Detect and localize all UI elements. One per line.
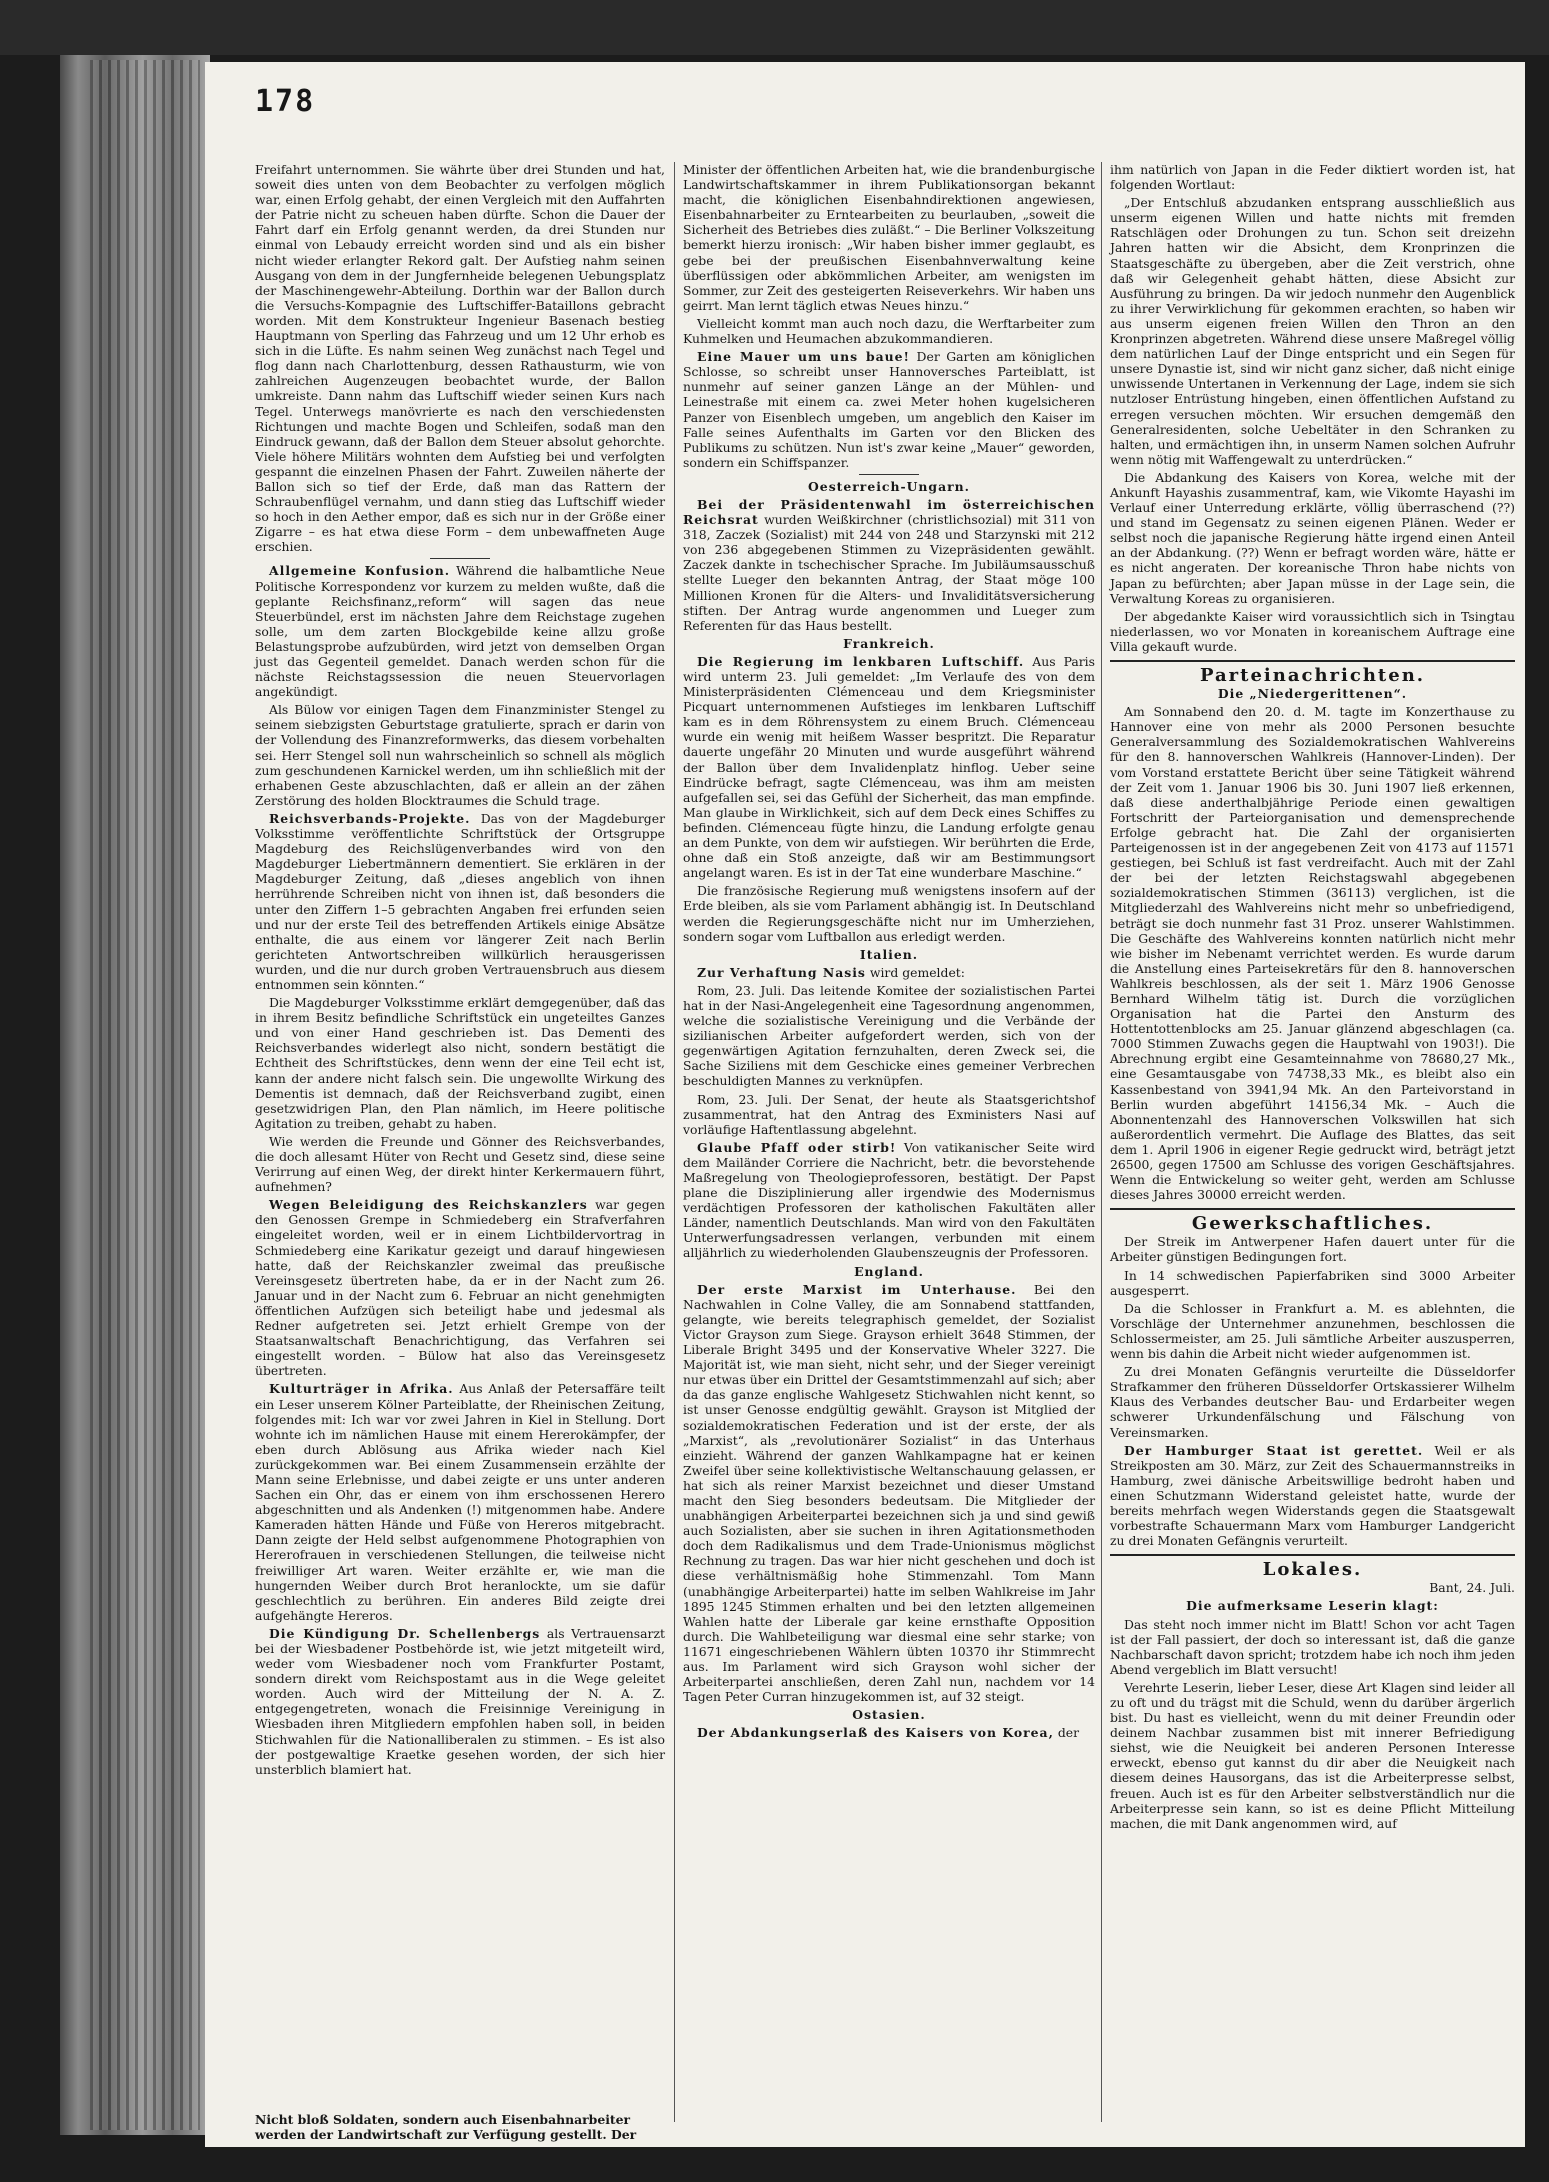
article-text: wurden Weißkirchner (christlichsozial) mit 311 von 318, Zaczek (Sozialist) mit 244 von 248 und Starzynski mit 212 von 236 abgegebenen Stimmen zu Vizepräsidenten gewählt. Zaczek dankte in tschechischer Sprache. Im Jubiläumsausschuß stellte Lueger den bekannten Antrag, der Staat möge 100 Millionen Kronen für die Alters- und Invaliditätsversicherung stiften. Der Antrag wurde angenommen und Lueger zum Referenten für das Haus bestellt. [683, 512, 1095, 633]
column-divider [674, 162, 675, 2122]
column-divider [1101, 162, 1102, 2122]
article-text: Die Abdankung des Kaisers von Korea, welche mit der Ankunft Hayashis zusammentraf, kam, wie Vikomte Hayashi im Verlauf einer Unterredung erklärte, völlig überraschend (??) und stand im Gegensatz zu seinen eigenen Plänen. Weder er selbst noch die japanische Regierung hätte irgend einen Anteil an der Abdankung. (??) Wenn er befragt worden wäre, hätte er es nicht angeraten. Der koreanische Thron habe nichts von Japan zu befürchten; aber Japan müsse in der Lage sein, die Verwaltung Koreas zu organisieren. [1110, 469, 1515, 606]
column-left [255, 162, 665, 1780]
dateline: Bant, 24. Juli. [1429, 1580, 1515, 1596]
article-headline: Glaube Pfaff oder stirb! [697, 1139, 897, 1155]
section-title: Parteinachrichten. [1199, 665, 1426, 686]
article [255, 811, 665, 992]
book-binding-edge [90, 60, 200, 2130]
section-title: Lokales. [1262, 1559, 1363, 1581]
article-headline: Wegen Beleidigung des Reichskanzlers [269, 1197, 588, 1213]
section-title: England. [854, 1263, 924, 1279]
article-text: Am Sonnabend den 20. d. M. tagte im Konzerthause zu Hannover eine von mehr als 2000 Personen besuchte Generalversammlung des Sozialdemokratischen Wahlvereins für den 8. hannoverschen Wahlkreis (Hannover-Linden). Der vom Vorstand erstattete Bericht über seine Tätigkeit während der Zeit vom 1. Januar 1906 bis 30. Juni 1907 ließ erkennen, daß diese anderthalbjährige Periode einen gewaltigen Fortschritt der Parteiorganisation und demensprechende Erfolge gebracht hat. Die Zahl der organisierten Parteigenossen ist in der angegebenen Zeit von 4173 auf 11571 gestiegen, bei Schluß ist fast verdreifacht. Auch mit der Zahl der bei der letzten Reichstagswahl abgegebenen sozialdemokratischen Stimmen (36113) verglichen, ist die Mitgliederzahl des Wahlvereins nicht mehr so unbefriedigend, beträgt sie doch nunmehr fast 31 Proz. unserer Wahlstimmen. Die Geschäfte des Wahlvereins konnten natürlich nicht mehr wie bisher im Nebenamt verrichtet werden. Es wurde darum die Anstellung eines Parteisekretärs für den 8. hannoverschen Wahlkreis beschlossen, als der seit 1. März 1906 Genosse Bernhard Wilhelm tätig ist. Durch die vorzüglichen Organisation hat die Partei den Ansturm des Hottentottenblocks am 25. Januar glänzend abgeschlagen (ca. 7000 Stimmen Zuwachs gegen die Hauptwahl von 1903!). Die Abrechnung ergibt eine Gesamteinnahme von 78680,27 Mk., eine Gesamtausgabe von 74738,33 Mk., es bleibt also ein Kassenbestand von 3941,94 Mk. An den Parteivorstand in Berlin wurden abgeführt 14156,34 Mk. – Auch die Abonnentenzahl des Hannoverschen Volkswillen hat sich außerordentlich vermehrt. Die Auflage des Blattes, das seit dem 1. April 1906 in eigener Regie gedruckt wird, beträgt jetzt 26500, gegen 17500 am Schlusse des vorigen Geschäftsjahres. Wenn die Entwickelung so weiter geht, werden am Schlusse dieses Jahres 30000 erreicht werden. [1110, 704, 1515, 1203]
section-title: Oesterreich-Ungarn. [808, 478, 970, 494]
article-headline: Die Regierung im lenkbaren Luftschiff. [697, 653, 1025, 669]
article-text: war gegen den Genossen Grempe in Schmiedeberg ein Strafverfahren eingeleitet worden, weil er in einem Lichtbildervortrag in Schmiedeberg eine Karikatur gezeigt und darauf hingewiesen hatte, daß der Reichskanzler zweimal das preußische Vereinsgesetz übertreten habe, da er in der Nacht zum 26. Januar und in der Nacht zum 6. Februar an nicht genehmigten öffentlichen Aufzügen sich beteiligt habe und jedesmal als Redner aufgetreten sei. Jetzt erhielt Grempe von der Staatsanwaltschaft Benachrichtigung, das Verfahren sei eingestellt worden. – Bülow hat also das Vereinsgesetz übertreten. [255, 1197, 665, 1379]
article-text: als Vertrauensarzt bei der Wiesbadener Postbehörde ist, wie jetzt mitgeteilt wird, weder vom Wiesbadener noch vom Frankfurter Postamt, sondern direkt vom Reichspostamt aus in die Wege geleitet worden. Auch wird der Mitteilung der N. A. Z. entgegengetreten, wonach die Freisinnige Vereinigung in Wiesbaden ihren Mitgliedern empfohlen haben soll, in beiden Stichwahlen für die Nationalliberalen zu stimmen. – Es ist also der postgewaltige Kraetke gesehen worden, der sich hier unsterblich blamiert hat. [255, 1625, 665, 1777]
article [255, 1197, 665, 1378]
page-number: 178 [255, 84, 316, 119]
divider [430, 558, 490, 559]
article-text: Freifahrt unternommen. Sie währte über drei Stunden und hat, soweit dies unten von dem Beobachter zu verfolgen möglich war, einen Erfolg gehabt, der einen Vergleich mit den Auffahrten der Patrie nicht zu scheuen haben dürfte. Schon die Dauer der Fahrt darf ein Erfolg genannt werden, da drei Stunden nur einmal von Lebaudy erreicht worden sind und als ein bisher nicht wieder erlangter Rekord galt. Der Aufstieg nahm seinen Ausgang von dem in der Jungfernheide belegenen Uebungsplatz der Maschinengewehr-Abteilung. Dorthin war der Ballon durch die Versuchs-Kompagnie des Luftschiffer-Bataillons gebracht worden. Mit dem Konstrukteur Ingenieur Basenach bestieg Hauptmann von Sperling das Fahrzeug und um 12 Uhr erhob es sich in die Lüfte. Es nahm seinen Weg zunächst nach Tegel und flog dann nach Charlottenburg, dessen Rathausturm, wie von zahlreichen Augenzeugen beobachtet wurde, der Ballon umkreiste. Dann nahm das Luftschiff wieder seinen Kurs nach Tegel. Unterwegs manövrierte es nach den verschiedensten Richtungen und machte Bogen und Schleifen, sodaß man den Eindruck gewann, daß der Ballon dem Steuer absolut gehorchte. Viele höhere Militärs wohnten dem Aufstieg bei und verfolgten gespannt die einzelnen Phasen der Fahrt. Zuweilen näherte der Ballon sich so tief der Erde, daß man das Rattern der Schraubenflügel vernahm, und dann stieg das Luftschiff wieder so hoch in den Aether empor, daß es sich nur in der Größe einer Zigarre – es hat etwa diese Form – dem unbewaffneten Auge erschien. [255, 162, 665, 555]
article-headline: Der erste Marxist im Unterhause. [697, 1281, 1017, 1297]
article-text: Der Streik im Antwerpener Hafen dauert unter für die Arbeiter günstigen Bedingungen fort. [1110, 1234, 1515, 1265]
article-text: In 14 schwedischen Papierfabriken sind 3000 Arbeiter ausgesperrt. [1110, 1267, 1515, 1298]
article-text: Aus Anlaß der Petersaffäre teilt ein Leser unserem Kölner Parteiblatte, der Rheinischen Zeitung, folgendes mit: Ich war vor zwei Jahren in Kiel in Stellung. Dort wohnte ich im nämlichen Hause mit einem Hererokämpfer, der eben durch Ablösung aus Afrika wieder nach Kiel zurückgekommen war. Bei einem Zusammensein erzählte der Mann seine Erlebnisse, und dabei zeigte er uns unter anderen Sachen ein Ohr, das er einem von ihm erschossenen Herero abgeschnitten und als Andenken (!) mitgenommen habe. Andere Kameraden hätten Hände und Füße von Hereros mitgebracht. Dann zeigte der Held selbst aufgenommene Photographien von Hererofrauen in verschiedenen Stellungen, die teilweise nicht freiwilliger Art waren. Weiter erzählte er, wie man die hungernden Weiber durch Brot heranlockte, um sie dafür geschlechtlich zu berühren. Ein anderes Bild zeigte drei aufgehängte Hereros. [255, 1381, 665, 1623]
article-text: Bei den Nachwahlen in Colne Valley, die am Sonnabend stattfanden, gelangte, wie bereits telegraphisch gemeldet, der Sozialist Victor Grayson zum Siege. Grayson erhielt 3648 Stimmen, der Liberale Bright 3495 und der Konservative Wheler 3227. Die Majorität ist, wie man sieht, nicht sehr, und der Sieger vereinigt nur etwas über ein Drittel der Gesamtstimmenzahl auf sich; aber da das ganze englische Wahlgesetz Stichwahlen nicht kennt, so ist unser Genosse endgültig gewählt. Grayson ist Mitglied der sozialdemokratischen Federation und ist der erste, der als „Marxist“, als „revolutionärer Sozialist“ in das Unterhaus einzieht. Während der ganzen Wahlkampagne hat er keinen Zweifel über seine kollektivistische Weltanschauung gelassen, er hat sich als reiner Marxist bezeichnet und dieser Umstand macht den Sieg besonders bedeutsam. Die Mitglieder der unabhängigen Arbeiterpartei bezeichnen sich ja und sind gewiß auch Sozialisten, aber sie suchen in ihren Agitationsmethoden doch dem Radikalismus und dem Trade-Unionismus möglichst Rechnung zu tragen. Das war hier nicht geschehen und doch ist diese verhältnismäßig hohe Stimmenzahl. Tom Mann (unabhängige Arbeiterpartei) hatte im selben Wahlkreise im Jahr 1895 1245 Stimmen erhalten und bei den letzten allgemeinen Wahlen hatte der Liberale gar keine ernsthafte Opposition durch. Die Wahlbeteiligung war diesmal eine sehr starke; von 11671 eingeschriebenen Wählern übten 10370 ihr Stimmrecht aus. Im Parlament wird sich Grayson wohl sicher der Arbeiterpartei anschließen, deren Zahl nun, nachdem vor 14 Tagen Peter Curran hinzugekommen ist, auf 32 steigt. [683, 1281, 1095, 1705]
article-text: ihm natürlich von Japan in die Feder diktiert worden ist, hat folgenden Wortlaut: [1110, 162, 1515, 193]
article-text: Da die Schlosser in Frankfurt a. M. es ablehnten, die Vorschläge der Unternehmer anzunehmen, beschlossen die Schlossermeister, am 25. Juli sämtliche Arbeiter auszusperren, wenn bis dahin die Arbeit nicht wieder aufgenommen ist. [1110, 1300, 1515, 1362]
section-rule [1110, 660, 1515, 662]
article-headline: Eine Mauer um uns baue! [697, 349, 910, 365]
column-right [1110, 162, 1515, 1834]
article-text: Der Garten am königlichen Schlosse, so schreibt unser Hannoversches Parteiblatt, ist nunmehr auf seiner ganzen Länge an der Mühlen- und Leinestraße mit einem ca. zwei Meter hohen kugelsicheren Panzer von Eisenblech umgeben, um angeblich den Kaiser im Falle seines Aufenthalts im Garten vor den Blicken des Publikums zu schützen. Nun ist's zwar keine „Mauer“ geworden, sondern ein Schiffspanzer. [683, 349, 1095, 470]
article-text: Rom, 23. Juli. Der Senat, der heute als Staatsgerichtshof zusammentrat, hat den Antrag des Exministers Nasi auf vorläufige Haftentlassung abgelehnt. [683, 1091, 1095, 1137]
article-headline: Die „Niedergerittenen“. [1217, 686, 1408, 702]
article [683, 1282, 1095, 1705]
article-text: Die Magdeburger Volksstimme erklärt demgegenüber, daß das in ihrem Besitz befindliche Schriftstück ein ungeteiltes Ganzes und von einer Hand geschrieben ist. Das Dementi des Reichsverbandes widerlegt also nicht, sondern bestätigt die Echtheit des Schriftstückes, denn wenn der eine Teil echt ist, kann der andere nicht falsch sein. Die ungewollte Wirkung des Dementis ist demnach, daß der Reichsverband zugibt, einen gesetzwidrigen Plan, den Plan nämlich, im Heere politische Agitation zu treiben, gehabt zu haben. [255, 995, 665, 1131]
article-headline: Die aufmerksame Leserin klagt: [1186, 1598, 1439, 1614]
column-middle [683, 162, 1095, 1743]
article [683, 965, 1095, 980]
article [683, 349, 1095, 470]
scan-top-border [0, 0, 1549, 55]
article-text: Während die halbamtliche Neue Politische Korrespondenz vor kurzem zu melden wußte, daß die geplante Reichsfinanz„reform“ will sagen das neue Steuerbündel, erst im nächsten Jahre dem Reichstage zugehen solle, um dem zarten Blockgebilde keine allzu große Belastungsprobe aufzubürden, wird jetzt von demselben Organ just das Gegenteil gemeldet. Danach werden schon für die nächste Reichstagssession die neuen Steuervorlagen angekündigt. [255, 563, 665, 700]
article [683, 497, 1095, 633]
section-title: Frankreich. [843, 635, 935, 651]
article [255, 1381, 665, 1623]
section-rule [1110, 1554, 1515, 1556]
article-text: Die französische Regierung muß wenigstens insofern auf der Erde bleiben, als sie vom Parlament abhängig ist. In Deutschland werden die Regierungsgeschäfte nicht nur im Umherziehen, sondern sogar vom Luftballon aus erledigt werden. [683, 883, 1095, 944]
article-headline: Bei der Präsidentenwahl im österreichischen Reichsrat [683, 496, 1095, 528]
article-text: Das steht noch immer nicht im Blatt! Schon vor acht Tagen ist der Fall passiert, der doch so interessant ist, daß die ganze Nachbarschaft davon spricht; trotzdem habe ich noch ihm jeden Abend vergeblich im Blatt versucht! [1110, 1616, 1516, 1677]
section-rule [1110, 1208, 1515, 1210]
section-title: Italien. [859, 946, 919, 962]
article-text: Rom, 23. Juli. Das leitende Komitee der sozialistischen Partei hat in der Nasi-Angelegenheit eine Tagesordnung angenommen, welche die sozialistische Vereinigung und die Verbände der sizilianischen Arbeiter aufgefordert werden, sich von der gegenwärtigen Agitation fernzuhalten, deren Zweck sei, die Sache Siziliens mit dem Geschicke eines gemeiner Verbrechen beschuldigten Mannes zu verknüpfen. [683, 982, 1095, 1089]
article-headline: Der Hamburger Staat ist gerettet. [1124, 1442, 1424, 1458]
article-headline: Allgemeine Konfusion. [269, 563, 451, 579]
article-headline: Kulturträger in Afrika. [269, 1381, 454, 1397]
article-text: „Der Entschluß abzudanken entsprang ausschließlich aus unserm eigenen Willen und hatte nichts mit fremden Ratschlägen oder Drohungen zu tun. Schon seit dreizehn Jahren hatten wir die Absicht, dem Kronprinzen die Staatsgeschäfte zu übergeben, aber die Zeit verstrich, ohne daß wir Gelegenheit gehabt hätten, diese Absicht zur Ausführung zu bringen. Da wir jedoch nunmehr den Augenblick zu ihrer Verwirklichung für gekommen erachten, so haben wir aus unserm eigenen freien Willen den Thron an den Kronprinzen abgetreten. Während diese unsere Maßregel völlig dem natürlichen Lauf der Dinge entspricht und ein Segen für unsere Dynastie ist, sind wir nicht ganz sicher, daß nicht einige unwissende Untertanen in Verkennung der Lage, indem sie sich nutzloser Entrüstung hingeben, einen öffentlichen Aufstand zu erregen versuchen möchten. Wir ersuchen demgemäß den Generalresidenten, solche Uebeltäter in den Schranken zu halten, und ermächtigen ihn, in unserm Namen solchen Aufruhr wenn nötig mit Waffengewalt zu unterdrücken.“ [1110, 195, 1515, 467]
article-text: Das von der Magdeburger Volksstimme veröffentlichte Schriftstück der Ortsgruppe Magdeburg des Reichslügenverbandes wird von den Magdeburger Liebertmännern dementiert. Sie erklären in der Magdeburger Zeitung, daß „dieses angeblich von ihnen herrührende Schreiben nicht von ihnen ist, daß besonders die unter den Ziffern 1–5 gebrachten Angaben frei erfunden seien und nur der erste Teil des betreffenden Artikels einige Absätze enthalte, die aus einem vor längerer Zeit nach Berlin gerichteten Antwortschreiben willkürlich herausgerissen wurden, und die nur durch groben Vertrauensbruch aus diesem entnommen sein könnten.“ [255, 810, 665, 992]
article [255, 563, 665, 699]
article-text: Vielleicht kommt man auch noch dazu, die Werftarbeiter zum Kuhmelken und Heumachen abzukommandieren. [683, 315, 1095, 347]
article [683, 1140, 1095, 1261]
article [683, 1725, 1095, 1740]
article [683, 654, 1095, 880]
article-text: Aus Paris wird unterm 23. Juli gemeldet: „Im Verlaufe des von dem Ministerpräsidenten Clémenceau und dem Kriegsminister Picquart unternommenen Aufstieges im lenkbaren Luftschiff kam es in dem Röhrensystem zu einem Bruch. Clémenceau wurde ein wenig mit heißem Wasser bespritzt. Die Reparatur dauerte ungefähr 20 Minuten und wurde ausgeführt während der Ballon über dem Invalidenplatz hinflog. Ueber seine Eindrücke befragt, sagte Clémenceau, was ihm am meisten aufgefallen sei, sei das Gefühl der Sicherheit, das man empfinde. Man glaube in Wirklichkeit, sich auf dem Deck eines Schiffes zu befinden. Clémenceau fügte hinzu, die Landung erfolgte genau an dem Punkte, von dem wir aufstiegen. Wir berührten die Erde, ohne daß ein Stoß anzeigte, daß wir am Bestimmungsort angelangt waren. Es ist in der Tat eine wunderbare Maschine.“ [683, 653, 1095, 881]
article-headline: Reichsverbands-Projekte. [269, 810, 471, 826]
article [1110, 1443, 1515, 1549]
section-title: Ostasien. [852, 1707, 926, 1723]
divider [859, 474, 919, 475]
article-text: Von vatikanischer Seite wird dem Mailänder Corriere die Nachricht, betr. die bevorstehende Maßregelung von Theologieprofessoren, bestätigt. Der Papst plane die Disziplinierung aller irgendwie des Modernismus verdächtigen Professoren der katholischen Fakultäten aller Länder, namentlich Deutschlands. Man wird von den Fakultäten Unterwerfungsadressen verlangen, verbunden mit einem alljährlich zu wiederholenden Glaubenszeugnis der Professoren. [683, 1139, 1095, 1261]
article-headline: Die Kündigung Dr. Schellenbergs [269, 1625, 541, 1641]
article-text: Wie werden die Freunde und Gönner des Reichsverbandes, die doch allesamt Hüter von Recht und Gesetz sind, diese seine Verirrung auf einen Weg, der direkt hinter Kerkermauern führt, aufnehmen? [255, 1133, 665, 1195]
article-text: wird gemeldet: [869, 964, 965, 980]
section-title: Gewerkschaftliches. [1191, 1213, 1434, 1235]
article-text: Als Bülow vor einigen Tagen dem Finanzminister Stengel zu seinem siebzigsten Geburtstage gratulierte, sprach er darin von der Vollendung des Finanzreformwerks, das diesem vorbehalten sei. Herr Stengel soll nun wahrscheinlich so schnell als möglich zum geschundenen Karnickel werden, um ihn schließlich mit der erhabenen Geste abzuschlachten, daß er allein an der zähen Zerstörung des holden Blocktraumes die Schuld trage. [255, 702, 665, 808]
article-text: der [1057, 1725, 1080, 1741]
article-text: Zu drei Monaten Gefängnis verurteilte die Düsseldorfer Strafkammer den früheren Düsseldorfer Ortskassierer Wilhelm Klaus des Verbandes deutscher Bau- und Erdarbeiter wegen schwerer Urkundenfälschung und Fälschung von Vereinsmarken. [1110, 1364, 1515, 1440]
article-text: Minister der öffentlichen Arbeiten hat, wie die brandenburgische Landwirtschaftskammer in ihrem Publikationsorgan bekannt macht, die königlichen Eisenbahndirektionen angewiesen, Eisenbahnarbeiter zu Erntearbeiten zu beurlauben, „soweit die Sicherheit des Betriebes dies zuläßt.“ – Die Berliner Volkszeitung bemerkt hierzu ironisch: „Wir haben bisher immer geglaubt, es gebe bei der preußischen Eisenbahnverwaltung keine überflüssigen oder abkömmlichen Arbeiter, am wenigsten im Sommer, zur Zeit des gesteigerten Reiseverkehrs. Wir haben uns geirrt. Man lernt täglich etwas Neues hinzu.“ [683, 162, 1095, 313]
article-headline: Nicht bloß Soldaten, sondern auch Eisenbahnarbeiter werden der Landwirtschaft zur Verfügung gestellt. Der [255, 2112, 637, 2142]
article-headline: Der Abdankungserlaß des Kaisers von Korea, [697, 1725, 1054, 1741]
article-headline: Zur Verhaftung Nasis [697, 964, 866, 980]
newspaper-page [205, 62, 1525, 2147]
article-text: Weil er als Streikposten am 30. März, zur Zeit des Schauermannstreiks in Hamburg, zwei dänische Arbeitswillige bedroht haben und einen Schutzmann Widerstand geleistet hatte, wurde der bereits mehrfach wegen Widerstands gegen die Staatsgewalt vorbestrafte Schauermann Marx vom Hamburger Landgericht zu drei Monaten Gefängnis verurteilt. [1110, 1442, 1515, 1549]
article-text: Der abgedankte Kaiser wird voraussichtlich sich in Tsingtau niederlassen, wo vor Monaten in koreanischem Auftrage eine Villa gekauft wurde. [1110, 608, 1515, 654]
article-text: Verehrte Leserin, lieber Leser, diese Art Klagen sind leider all zu oft und du trägst mit die Schuld, wenn du darüber ärgerlich bist. Du hast es vielleicht, wenn du mit deiner Freundin oder deinem Nachbar zusammen bist mit innerer Befriedigung siehst, wie die Neuigkeit bei anderen Personen Interesse erweckt, ebenso gut kannst du dir aber die Neuigkeit nach diesem deines Hausorgans, das ist die Arbeiterpresse selbst, freuen. Auch ist es für den Arbeiter selbstverständlich nur die Arbeiterpresse sein kann, so ist es deine Pflicht Mitteilung machen, die mit Dank angenommen wird, auf [1110, 1679, 1515, 1831]
article [255, 1626, 665, 1777]
